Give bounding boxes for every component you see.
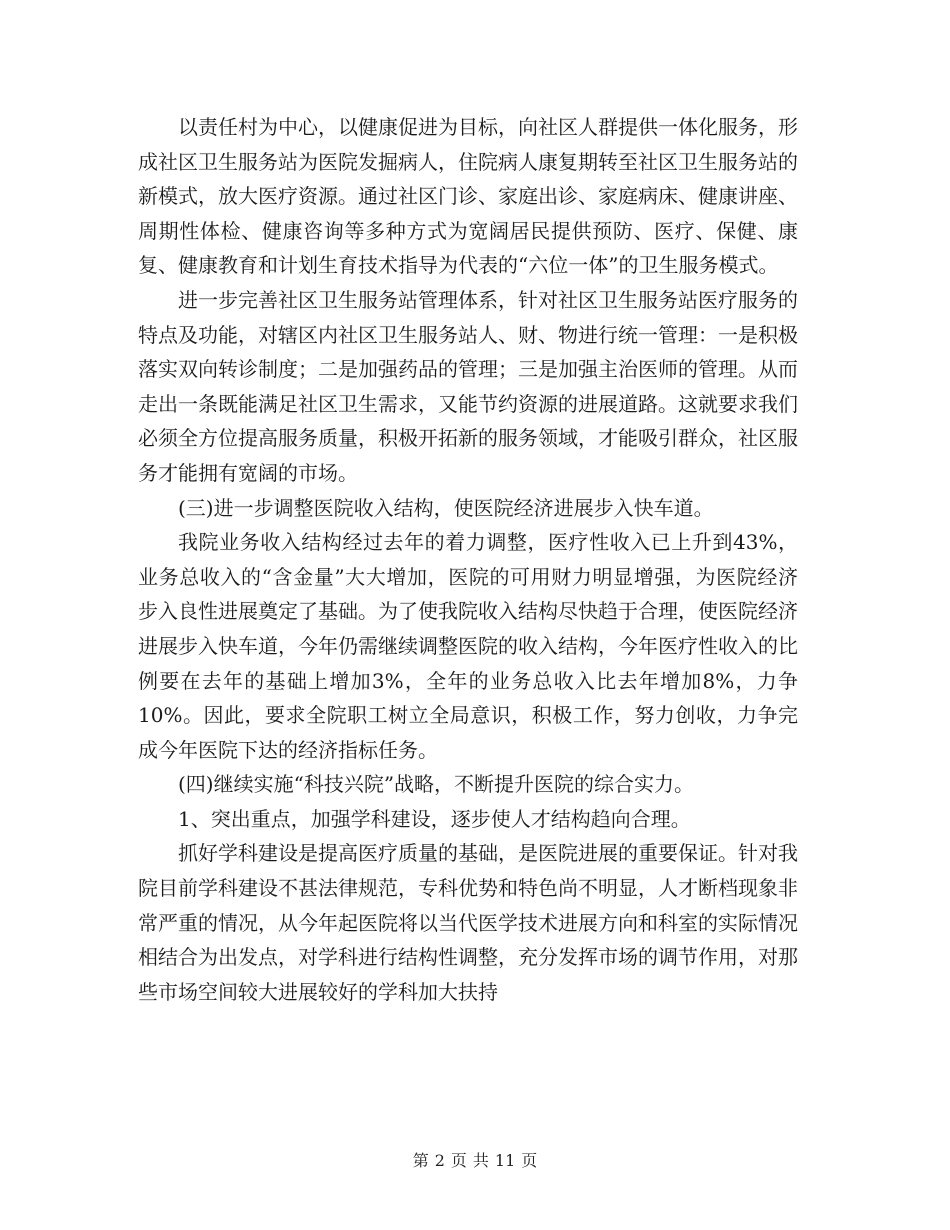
footer-suffix: 页	[521, 1151, 538, 1170]
paragraph-2: 进一步完善社区卫生服务站管理体系，针对社区卫生服务站医疗服务的特点及功能，对辖区内社区卫生服务站人、财、物进行统一管理：一是积极落实双向转诊制度；二是加强药品的管理；三是加强主治医师的管理。从而走出一条既能满足社区卫生需求，又能节约资源的进展道路。这就要求我们必须全方位提高服务质量，积极开拓新的服务领域，才能吸引群众，社区服务才能拥有宽阔的市场。	[138, 287, 798, 485]
section-heading-3: (三)进一步调整医院收入结构，使医院经济进展步入快车道。	[178, 495, 714, 520]
subheading-1: 1、突出重点，加强学科建设，逐步使人才结构趋向合理。	[178, 806, 691, 831]
document-body	[138, 110, 798, 1009]
paragraph-4: 我院业务收入结构经过去年的着力调整，医疗性收入已上升到43%，业务总收入的“含金量”大大增加，医院的可用财力明显增强，为医院经济步入良性进展奠定了基础。为了使我院收入结构尽快趋于合理，使医院经济进展步入快车道，今年仍需继续调整医院的收入结构，今年医疗性收入的比例要在去年的基础上增加3%，全年的业务总收入比去年增加8%，力争10%。因此，要求全院职工树立全局意识，积极工作，努力创收，力争完成今年医院下达的经济指标任务。	[138, 530, 798, 762]
footer-page-label: 页	[450, 1151, 467, 1170]
paragraph-1: 以责任村为中心，以健康促进为目标，向社区人群提供一体化服务，形成社区卫生服务站为医院发掘病人，住院病人康复期转至社区卫生服务站的新模式，放大医疗资源。通过社区门诊、家庭出诊、家庭病床、健康讲座、周期性体检、健康咨询等多种方式为宽阔居民提供预防、医疗、保健、康复、健康教育和计划生育技术指导为代表的“六位一体”的卫生服务模式。	[138, 115, 798, 278]
footer-total-pages: 11	[494, 1151, 516, 1170]
footer-total-label: 共	[472, 1151, 489, 1170]
paragraph-7: 抓好学科建设是提高医疗质量的基础，是医院进展的重要保证。针对我院目前学科建设不甚法律规范，专科优势和特色尚不明显，人才断档现象非常严重的情况，从今年起医院将以当代医学技术进展方向和科室的实际情况相结合为出发点，对学科进行结构性调整，充分发挥市场的调节作用，对那些市场空间较大进展较好的学科加大扶持	[138, 841, 798, 1004]
page-footer	[0, 1148, 950, 1171]
section-heading-4: (四)继续实施“科技兴院”战略，不断提升医院的综合实力。	[178, 772, 695, 797]
footer-page-number: 2	[434, 1151, 445, 1170]
footer-prefix: 第	[412, 1151, 429, 1170]
